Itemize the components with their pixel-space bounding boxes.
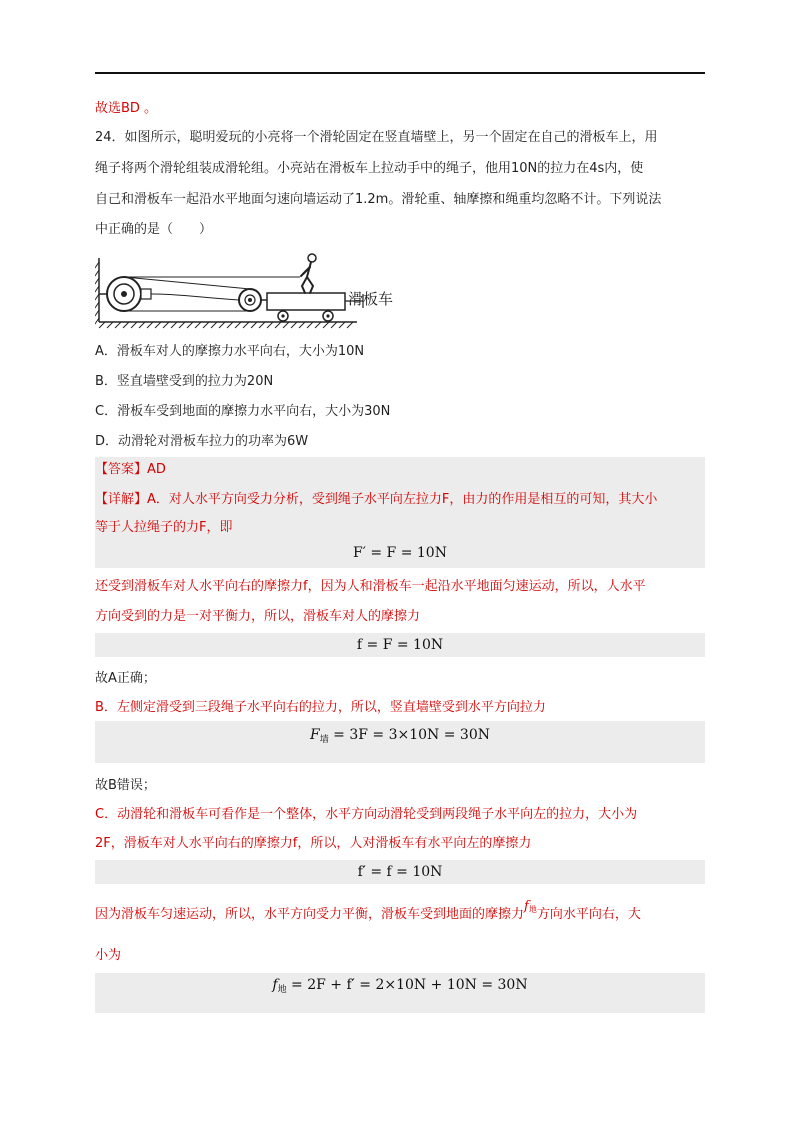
- question-line-4: 中正确的是（ ）: [95, 222, 213, 237]
- formula-5-rest: = 2F + f′ = 2×10N + 10N = 30N: [286, 977, 528, 993]
- detail-line-3: 还受到滑板车对人水平向右的摩擦力f，因为人和滑板车一起沿水平地面匀速运动，所以，人水平: [95, 579, 646, 594]
- previous-answer: 故选BD 。: [95, 101, 158, 116]
- detail-line-2: 等于人拉绳子的力F，即: [95, 520, 233, 535]
- formula-2: f = F = 10N: [356, 637, 444, 653]
- detail-line-1: 【详解】A．对人水平方向受力分析，受到绳子水平向左拉力F，由力的作用是相互的可知，其大小: [95, 492, 658, 507]
- option-b: B．竖直墙壁受到的拉力为20N: [95, 374, 274, 389]
- answer-label: 【答案】AD: [95, 462, 166, 477]
- formula-1: F′ = F = 10N: [353, 545, 447, 561]
- ground-friction-subscript: 地: [528, 905, 537, 914]
- detail-b-line: B．左侧定滑受到三段绳子水平向右的拉力，所以，竖直墙壁受到水平方向拉力: [95, 700, 546, 715]
- question-line-2: 绳子将两个滑轮组装成滑轮组。小亮站在滑板车上拉动手中的绳子，他用10N的拉力在4s内，使: [95, 161, 644, 176]
- formula-5: [95, 975, 705, 1000]
- header-rule: [95, 72, 705, 74]
- detail-c-line-3b: 方向水平向右，大: [536, 907, 641, 922]
- formula-5-subscript: 地: [277, 985, 287, 995]
- detail-c-line-4: 小为: [95, 948, 122, 963]
- conclusion-b: 故B错误；: [95, 778, 156, 793]
- formula-3-subscript: 墙: [319, 735, 329, 745]
- question-line-3: 自己和滑板车一起沿水平地面匀速向墙运动了1.2m。滑轮重、轴摩擦和绳重均忽略不计。下列说法: [95, 192, 662, 207]
- option-d: D．动滑轮对滑板车拉力的功率为6W: [95, 434, 309, 449]
- option-c: C．滑板车受到地面的摩擦力水平向右，大小为30N: [95, 404, 391, 419]
- detail-c-line-3a: 因为滑板车匀速运动，所以，水平方向受力平衡，滑板车受到地面的摩擦力: [95, 907, 525, 922]
- detail-c-line-2: 2F，滑板车对人水平向右的摩擦力f，所以，人对滑板车有水平向左的摩擦力: [95, 836, 532, 851]
- ground-friction-symbol: f: [524, 899, 529, 914]
- detail-c-line-3: [95, 899, 641, 928]
- formula-3: [95, 725, 705, 750]
- detail-c-line-1: C．动滑轮和滑板车可看作是一个整体，水平方向动滑轮受到两段绳子水平向左的拉力，大小为: [95, 807, 638, 822]
- formula-4: f′ = f = 10N: [357, 864, 443, 880]
- formula-3-symbol: F: [309, 727, 320, 743]
- question-line-1: 24．如图所示，聪明爱玩的小亮将一个滑轮固定在竖直墙壁上，另一个固定在自己的滑板车上，用: [95, 130, 658, 145]
- formula-3-rest: = 3F = 3×10N = 30N: [328, 727, 490, 743]
- detail-line-4: 方向受到的力是一对平衡力，所以，滑板车对人的摩擦力: [95, 609, 421, 624]
- option-a: A．滑板车对人的摩擦力水平向右，大小为10N: [95, 344, 365, 359]
- scooter-label: 滑板车: [348, 290, 394, 308]
- pulley-figure: [95, 250, 425, 334]
- conclusion-a: 故A正确；: [95, 671, 156, 686]
- formula-5-symbol: f: [272, 977, 278, 993]
